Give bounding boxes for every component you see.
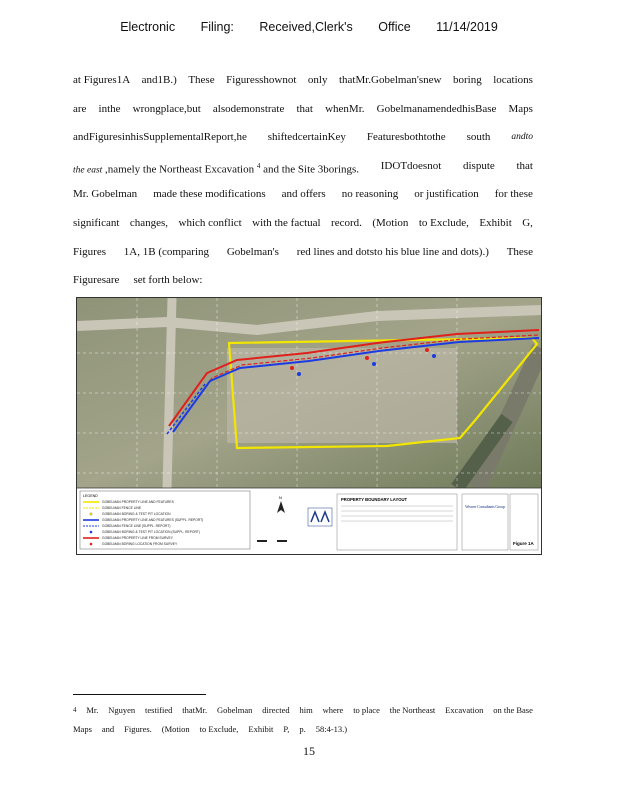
firm-block bbox=[462, 494, 508, 550]
footnote-marker: 4 bbox=[73, 706, 77, 714]
legend-title: LEGEND bbox=[83, 494, 98, 498]
header-word: Filing: bbox=[200, 20, 234, 34]
header-word: Electronic bbox=[120, 20, 176, 34]
legend-item: GOBELMAN PROPERTY LINE AND FEATURES (SUPPL. REPORT) bbox=[102, 518, 204, 523]
text-line: significant changes, which conflict with the factual record. (Motion to Exclude, Exhibit G, bbox=[73, 216, 533, 229]
firm-name: Weaver Consultants Group bbox=[465, 504, 505, 509]
page-number: 15 bbox=[303, 744, 315, 758]
text-line: are inthe wrongplace,but alsodemonstrate that whenMr. GobelmanamendedhisBase Maps bbox=[73, 102, 533, 115]
footnote-line: $^4$ Mr. Nguyen testified thatMr. Gobelman directed him where to place the Northeast Excavation on the Base bbox=[73, 705, 533, 715]
figure-number: Figure 1A bbox=[513, 541, 534, 546]
header-word: Received,Clerk's bbox=[259, 20, 353, 34]
header-word: Office bbox=[378, 20, 411, 34]
figure-1a-map bbox=[76, 297, 542, 555]
legend-item: GOBELMAN BORING & TEST PIT LOCATION bbox=[102, 512, 171, 517]
text-line: andFiguresinhisSupplementalReport,he shiftedcertainKey Featuresbothtothe south andto bbox=[73, 131, 533, 144]
legend-item: GOBELMAN PROPERTY LINE AND FEATURES bbox=[102, 500, 174, 505]
text-line: the east ,namely the Northeast Excavation $^4$ and the Site 3borings. IDOTdoesnot dispute that bbox=[73, 159, 533, 176]
site-pad bbox=[227, 348, 457, 443]
text-line: Mr. Gobelman made these modifications and offers no reasoning or justification for these bbox=[73, 188, 533, 201]
footnote-ref: 4 bbox=[256, 161, 261, 170]
legend-item: GOBELMAN BORING LOCATION FROM SURVEY bbox=[102, 542, 178, 547]
footnote-separator bbox=[73, 694, 206, 695]
north-label: N bbox=[279, 495, 282, 500]
text-line: Figures 1A, 1B (comparing Gobelman's red lines and dotsto his blue line and dots).) These bbox=[73, 245, 533, 258]
text-line: at Figures1A and1B.) These Figuresshownot only thatMr.Gobelman'snew boring locations bbox=[73, 74, 533, 86]
legend-item: GOBELMAN FENCE LINE bbox=[102, 506, 142, 511]
header-word: 11/14/2019 bbox=[436, 20, 498, 34]
page-header bbox=[0, 20, 618, 34]
aerial-map-svg bbox=[77, 298, 541, 554]
title-block bbox=[337, 494, 457, 550]
legend-item: GOBELMAN FENCE LINE (SUPPL. REPORT) bbox=[102, 524, 171, 529]
agency-logo bbox=[308, 508, 332, 526]
footnote bbox=[73, 702, 533, 737]
legend-item: GOBELMAN BORING & TEST PIT LOCATION (SUPPL. REPORT) bbox=[102, 530, 200, 535]
body-paragraph bbox=[73, 66, 533, 295]
legend-item: GOBELMAN PROPERTY LINE FROM SURVEY bbox=[102, 536, 173, 541]
figure-title: PROPERTY BOUNDARY LAYOUT bbox=[341, 497, 408, 502]
footnote-line: Maps and Figures. (Motion to Exclude, Exhibit P, p. 58:4-13.) bbox=[73, 723, 348, 734]
text-line: Figuresare set forth below: bbox=[73, 274, 203, 287]
